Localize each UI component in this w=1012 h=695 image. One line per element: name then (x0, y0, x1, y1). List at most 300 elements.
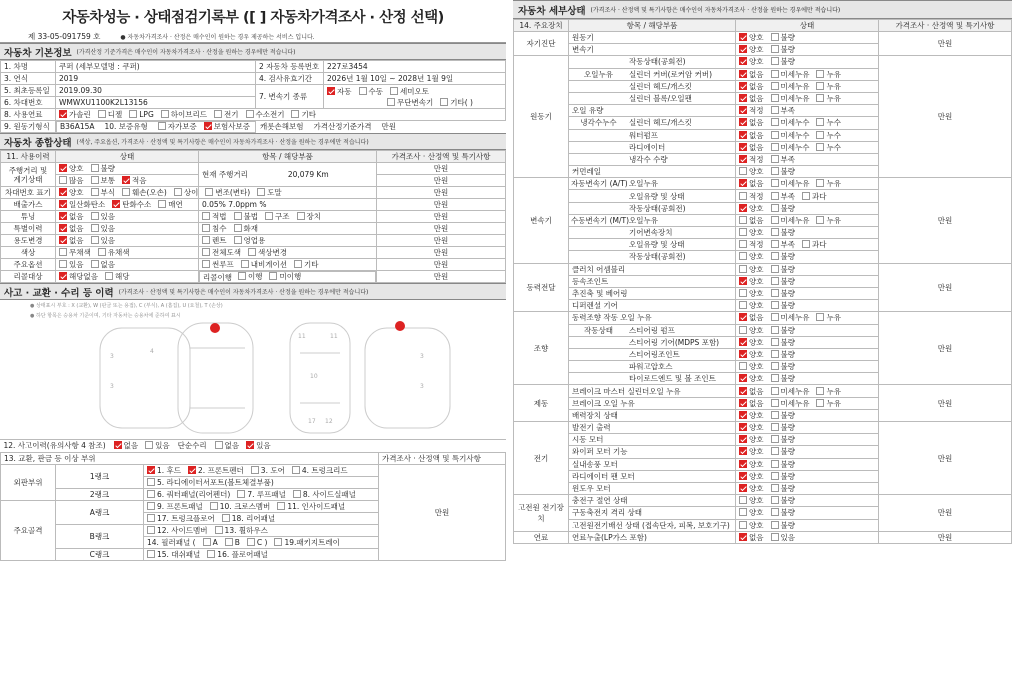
checkbox-icon[interactable] (816, 387, 824, 395)
checkbox-icon[interactable] (771, 192, 779, 200)
checkbox-icon[interactable] (129, 110, 137, 118)
svg-text:11: 11 (298, 333, 306, 340)
checkbox-icon[interactable] (390, 87, 398, 95)
detail-options (739, 483, 875, 494)
checkbox-icon[interactable] (291, 110, 299, 118)
checkbox-icon[interactable] (238, 272, 246, 280)
summary-option: 해당없음 (59, 271, 98, 282)
checkbox-icon[interactable] (816, 313, 824, 321)
checkbox-icon[interactable] (739, 179, 747, 187)
rankB-option: 13. 휠하우스 (215, 525, 268, 536)
checkbox-icon[interactable] (739, 82, 747, 90)
summary-item-option: 색상변경 (248, 247, 287, 258)
checkbox-icon[interactable] (91, 236, 99, 244)
checkbox-icon[interactable] (739, 387, 747, 395)
checkbox-icon[interactable] (771, 399, 779, 407)
checkbox-icon[interactable] (771, 204, 779, 212)
checkbox-icon[interactable] (739, 240, 747, 248)
checkbox-icon[interactable] (771, 338, 779, 346)
detail-option: 양호 (739, 520, 764, 531)
legend-line-1: ● 상태표시 부호 : X (교환), W (판금 또는 용접), C (부식), A (흠집), U (요철), T (손상) (30, 303, 223, 309)
checkbox-icon[interactable] (771, 533, 779, 541)
checkbox-icon[interactable] (91, 224, 99, 232)
checkbox-icon[interactable] (147, 466, 155, 474)
checkbox-icon[interactable] (771, 313, 779, 321)
checkbox-icon[interactable] (816, 118, 824, 126)
checkbox-icon[interactable] (297, 212, 305, 220)
checkbox-icon[interactable] (59, 176, 67, 184)
checkbox-icon[interactable] (771, 131, 779, 139)
detail-row (514, 312, 1012, 324)
checkbox-icon[interactable] (739, 301, 747, 309)
checkbox-icon[interactable] (214, 110, 222, 118)
checkbox-icon[interactable] (204, 122, 212, 130)
checkbox-icon[interactable] (59, 110, 67, 118)
checkbox-icon[interactable] (771, 423, 779, 431)
checkbox-icon[interactable] (147, 490, 155, 498)
detail-item: 윈도우 모터 (572, 484, 611, 494)
checkbox-icon[interactable] (739, 472, 747, 480)
checkbox-icon[interactable] (59, 260, 67, 268)
detail-option: 양호 (739, 483, 764, 494)
detail-part (569, 178, 736, 190)
rank1-option: 3. 도어 (251, 465, 285, 476)
checkbox-icon[interactable] (739, 350, 747, 358)
checkbox-icon[interactable] (59, 236, 67, 244)
checkbox-icon[interactable] (237, 490, 245, 498)
checkbox-icon[interactable] (771, 301, 779, 309)
checkbox-icon[interactable] (739, 521, 747, 529)
detail-options (739, 105, 875, 116)
checkbox-icon[interactable] (739, 131, 747, 139)
rank1-option: 1. 후드 (147, 465, 181, 476)
summary-label: 튜닝 (1, 211, 56, 223)
summary-table (0, 150, 506, 283)
summary-item-text: 0.05% 7.0ppm % (202, 200, 267, 209)
checkbox-icon[interactable] (158, 200, 166, 208)
summary-item (199, 247, 377, 259)
checkbox-icon[interactable] (771, 460, 779, 468)
detail-status (736, 239, 879, 251)
checkbox-icon[interactable] (147, 526, 155, 534)
detail-item: 타이로드엔드 및 볼 조인트 (629, 374, 716, 384)
warranty-option: 자가보증 (158, 121, 197, 132)
summary-item-options (202, 259, 373, 270)
price-cell: 만원 (879, 385, 1012, 422)
detail-option: 미세누유 (771, 215, 810, 226)
checkbox-icon[interactable] (771, 82, 779, 90)
checkbox-icon[interactable] (739, 192, 747, 200)
checkbox-icon[interactable] (122, 188, 130, 196)
checkbox-icon[interactable] (202, 260, 210, 268)
checkbox-icon[interactable] (739, 57, 747, 65)
checkbox-icon[interactable] (771, 350, 779, 358)
checkbox-icon[interactable] (816, 82, 824, 90)
checkbox-icon[interactable] (771, 228, 779, 236)
checkbox-icon[interactable] (269, 272, 277, 280)
checkbox-icon[interactable] (59, 212, 67, 220)
checkbox-icon[interactable] (257, 188, 265, 196)
checkbox-icon[interactable] (112, 200, 120, 208)
checkbox-icon[interactable] (739, 94, 747, 102)
checkbox-icon[interactable] (207, 550, 215, 558)
detail-row (514, 531, 1012, 543)
checkbox-icon[interactable] (771, 33, 779, 41)
checkbox-icon[interactable] (771, 277, 779, 285)
group-label: 외판부위 (1, 464, 56, 500)
checkbox-icon[interactable] (771, 118, 779, 126)
checkbox-icon[interactable] (202, 224, 210, 232)
detail-item: 오일 유량 (572, 106, 604, 116)
detail-option: 부족 (771, 154, 796, 165)
checkbox-icon[interactable] (91, 260, 99, 268)
checkbox-icon[interactable] (739, 508, 747, 516)
checkbox-icon[interactable] (771, 240, 779, 248)
detail-part (569, 348, 736, 360)
rank-row (1, 464, 506, 476)
checkbox-icon[interactable] (771, 106, 779, 114)
checkbox-icon[interactable] (739, 447, 747, 455)
summary-option: 탄화수소 (112, 199, 151, 210)
checkbox-icon[interactable] (771, 496, 779, 504)
checkbox-icon[interactable] (771, 484, 779, 492)
checkbox-icon[interactable] (771, 179, 779, 187)
transmission-option: 세미오토 (390, 86, 429, 97)
detail-option: 양호 (739, 227, 764, 238)
checkbox-icon[interactable] (739, 423, 747, 431)
checkbox-icon[interactable] (210, 502, 218, 510)
checkbox-icon[interactable] (234, 224, 242, 232)
detail-status (736, 227, 879, 239)
checkbox-icon[interactable] (327, 87, 335, 95)
checkbox-icon[interactable] (771, 374, 779, 382)
checkbox-icon[interactable] (739, 228, 747, 236)
checkbox-icon[interactable] (359, 87, 367, 95)
checkbox-icon[interactable] (816, 70, 824, 78)
detail-option: 없음 (739, 398, 764, 409)
detail-title: 자동차 세부상태 (518, 5, 586, 17)
detail-item: 브레이크 마스터 실린더오일 누유 (572, 386, 681, 396)
checkbox-icon[interactable] (202, 248, 210, 256)
summary-item-option: 화재 (234, 223, 259, 234)
detail-option: 양호 (739, 495, 764, 506)
rankC-options (147, 549, 375, 560)
checkbox-icon[interactable] (265, 212, 273, 220)
detail-status (736, 531, 879, 543)
checkbox-icon[interactable] (816, 399, 824, 407)
detail-item: 디퍼렌셜 기어 (572, 301, 618, 311)
transmission-value (324, 85, 506, 109)
doc-number: 제 33-05-091759 호 (28, 31, 101, 41)
detail-option: 양호 (739, 32, 764, 43)
checkbox-icon[interactable] (215, 441, 223, 449)
checkbox-icon[interactable] (294, 260, 302, 268)
checkbox-icon[interactable] (771, 57, 779, 65)
checkbox-icon[interactable] (161, 110, 169, 118)
checkbox-icon[interactable] (59, 248, 67, 256)
detail-item: 발전기 출력 (572, 423, 611, 433)
checkbox-icon[interactable] (105, 272, 113, 280)
detail-item: 기어변속장치 (629, 228, 673, 238)
checkbox-icon[interactable] (202, 236, 210, 244)
detail-part (569, 507, 736, 519)
checkbox-icon[interactable] (147, 550, 155, 558)
checkbox-icon[interactable] (771, 94, 779, 102)
basic-label: 4. 검사유효기간 (256, 73, 324, 85)
detail-option: 부족 (771, 239, 796, 250)
detail-sub-label: 오일누유 (584, 69, 613, 79)
summary-row (1, 187, 506, 199)
checkbox-icon[interactable] (274, 538, 282, 546)
detail-options (739, 44, 875, 55)
rankA-options (147, 501, 375, 512)
checkbox-icon[interactable] (739, 70, 747, 78)
checkbox-icon[interactable] (739, 338, 747, 346)
checkbox-icon[interactable] (802, 240, 810, 248)
checkbox-icon[interactable] (739, 460, 747, 468)
checkbox-icon[interactable] (440, 98, 448, 106)
svg-text:3: 3 (420, 353, 424, 360)
checkbox-icon[interactable] (816, 179, 824, 187)
price-cell: 만원 (377, 223, 506, 235)
checkbox-icon[interactable] (91, 164, 99, 172)
summary-item-option: 전체도색 (202, 247, 241, 258)
checkbox-icon[interactable] (739, 313, 747, 321)
summary-option: 훼손(오손) (122, 187, 167, 198)
checkbox-icon[interactable] (739, 484, 747, 492)
detail-option: 양호 (739, 325, 764, 336)
checkbox-icon[interactable] (91, 176, 99, 184)
detail-group: 제동 (514, 385, 569, 422)
checkbox-icon[interactable] (387, 98, 395, 106)
detail-item: 실린더 헤드/개스킷 (629, 118, 692, 128)
detail-item: 작동상태(공회전) (629, 252, 686, 262)
checkbox-icon[interactable] (215, 526, 223, 534)
checkbox-icon[interactable] (771, 435, 779, 443)
detail-option: 미세누유 (771, 81, 810, 92)
detail-item: 실린더 커버(로커암 커버) (629, 69, 713, 79)
rank1-option: 5. 라디에이터서포트(볼트체결부품) (147, 477, 274, 488)
detail-option: 없음 (739, 386, 764, 397)
checkbox-icon[interactable] (771, 472, 779, 480)
checkbox-icon[interactable] (241, 260, 249, 268)
checkbox-icon[interactable] (739, 435, 747, 443)
checkbox-icon[interactable] (234, 212, 242, 220)
checkbox-icon[interactable] (771, 45, 779, 53)
accident-table (0, 440, 506, 561)
summary-options (59, 271, 195, 282)
accident-13-label: 13. 교환, 판금 등 이상 부위 (1, 452, 379, 464)
checkbox-icon[interactable] (98, 248, 106, 256)
detail-item: 라디에이터 (629, 142, 666, 152)
detail-sub-label: 작동상태 (584, 325, 613, 335)
checkbox-icon[interactable] (771, 508, 779, 516)
detail-option: 양호 (739, 422, 764, 433)
checkbox-icon[interactable] (739, 362, 747, 370)
checkbox-icon[interactable] (816, 94, 824, 102)
checkbox-icon[interactable] (246, 110, 254, 118)
checkbox-icon[interactable] (739, 118, 747, 126)
checkbox-icon[interactable] (739, 374, 747, 382)
detail-option: 누유 (816, 69, 841, 80)
checkbox-icon[interactable] (222, 514, 230, 522)
checkbox-icon[interactable] (205, 188, 213, 196)
detail-status (736, 32, 879, 44)
checkbox-icon[interactable] (59, 272, 67, 280)
summary-item-option: 구조 (265, 211, 290, 222)
checkbox-icon[interactable] (739, 45, 747, 53)
checkbox-icon[interactable] (739, 216, 747, 224)
summary-options (59, 187, 282, 198)
checkbox-icon[interactable] (246, 441, 254, 449)
checkbox-icon[interactable] (771, 411, 779, 419)
checkbox-icon[interactable] (59, 224, 67, 232)
detail-status (736, 178, 879, 190)
detail-options (739, 507, 875, 518)
checkbox-icon[interactable] (234, 236, 242, 244)
checkbox-icon[interactable] (114, 441, 122, 449)
detail-status (736, 519, 879, 531)
checkbox-icon[interactable] (202, 212, 210, 220)
basic-row (1, 85, 506, 97)
summary-row (1, 259, 506, 271)
checkbox-icon[interactable] (225, 538, 233, 546)
rank2-option: 6. 쿼터패널(리어펜더) (147, 489, 230, 500)
engine-row (1, 121, 506, 133)
transmission-options (387, 97, 502, 108)
checkbox-icon[interactable] (91, 212, 99, 220)
checkbox-icon[interactable] (98, 110, 106, 118)
detail-item: 배력장치 상태 (572, 410, 618, 420)
accident-options (114, 440, 170, 451)
checkbox-icon[interactable] (739, 204, 747, 212)
checkbox-icon[interactable] (771, 70, 779, 78)
checkbox-icon[interactable] (816, 131, 824, 139)
detail-option: 불량 (771, 300, 796, 311)
checkbox-icon[interactable] (771, 326, 779, 334)
checkbox-icon[interactable] (739, 277, 747, 285)
checkbox-icon[interactable] (158, 122, 166, 130)
checkbox-icon[interactable] (145, 441, 153, 449)
detail-options (739, 203, 875, 214)
checkbox-icon[interactable] (739, 496, 747, 504)
checkbox-icon[interactable] (91, 188, 99, 196)
detail-option: 불량 (771, 32, 796, 43)
checkbox-icon[interactable] (147, 502, 155, 510)
checkbox-icon[interactable] (771, 167, 779, 175)
rank2-option: 8. 사이드실패널 (293, 489, 356, 500)
checkbox-icon[interactable] (771, 521, 779, 529)
checkbox-icon[interactable] (122, 176, 130, 184)
checkbox-icon[interactable] (247, 538, 255, 546)
checkbox-icon[interactable] (771, 155, 779, 163)
checkbox-icon[interactable] (771, 143, 779, 151)
checkbox-icon[interactable] (248, 248, 256, 256)
mileage-level (56, 175, 199, 187)
detail-option: 양호 (739, 507, 764, 518)
detail-option: 양호 (739, 349, 764, 360)
checkbox-icon[interactable] (59, 200, 67, 208)
summary-option: 있음 (91, 235, 116, 246)
detail-part (569, 251, 736, 263)
detail-option: 누유 (816, 215, 841, 226)
checkbox-icon[interactable] (739, 167, 747, 175)
checkbox-icon[interactable] (739, 33, 747, 41)
checkbox-icon[interactable] (147, 478, 155, 486)
checkbox-icon[interactable] (292, 466, 300, 474)
engine-value: B36A15A (60, 122, 95, 132)
summary-row (1, 271, 506, 283)
checkbox-icon[interactable] (251, 466, 259, 474)
detail-status (736, 446, 879, 458)
checkbox-icon[interactable] (174, 188, 182, 196)
basic-row (1, 73, 506, 85)
checkbox-icon[interactable] (802, 192, 810, 200)
warranty-company: 캐롯손해보험 (260, 122, 304, 132)
summary-title: 자동차 종합상태 (4, 137, 72, 149)
detail-options (739, 532, 875, 543)
checkbox-icon[interactable] (739, 155, 747, 163)
checkbox-icon[interactable] (59, 164, 67, 172)
checkbox-icon[interactable] (771, 447, 779, 455)
detail-part (569, 117, 736, 129)
checkbox-icon[interactable] (739, 106, 747, 114)
checkbox-icon[interactable] (277, 502, 285, 510)
detail-part (569, 153, 736, 165)
checkbox-icon[interactable] (816, 216, 824, 224)
checkbox-icon[interactable] (739, 326, 747, 334)
price-cell: 만원 (377, 199, 506, 211)
checkbox-icon[interactable] (739, 265, 747, 273)
checkbox-icon[interactable] (771, 362, 779, 370)
detail-option: 없음 (739, 215, 764, 226)
rank-label: A랭크 (56, 500, 144, 524)
price-cell: 만원 (377, 187, 506, 199)
summary-option: 있음 (91, 223, 116, 234)
checkbox-icon[interactable] (203, 538, 211, 546)
detail-options (739, 215, 875, 226)
detail-option: 불량 (771, 325, 796, 336)
detail-group: 원동기 (514, 56, 569, 178)
checkbox-icon[interactable] (59, 188, 67, 196)
checkbox-icon[interactable] (293, 490, 301, 498)
detail-part (569, 422, 736, 434)
checkbox-icon[interactable] (739, 533, 747, 541)
detail-options (739, 300, 875, 311)
checkbox-icon[interactable] (739, 252, 747, 260)
rank-parts (144, 524, 379, 536)
checkbox-icon[interactable] (739, 399, 747, 407)
checkbox-icon[interactable] (147, 514, 155, 522)
checkbox-icon[interactable] (771, 387, 779, 395)
checkbox-icon[interactable] (771, 216, 779, 224)
checkbox-icon[interactable] (739, 289, 747, 297)
detail-options (739, 398, 875, 409)
checkbox-icon[interactable] (739, 411, 747, 419)
detail-option: 불량 (771, 227, 796, 238)
checkbox-icon[interactable] (771, 265, 779, 273)
basic-info-header (0, 43, 506, 60)
checkbox-icon[interactable] (771, 252, 779, 260)
checkbox-icon[interactable] (188, 466, 196, 474)
rank1-option: 2. 프론트펜더 (188, 465, 244, 476)
checkbox-icon[interactable] (771, 289, 779, 297)
detail-options (739, 520, 875, 531)
summary-row (1, 211, 506, 223)
checkbox-icon[interactable] (816, 143, 824, 151)
checkbox-icon[interactable] (739, 143, 747, 151)
simple-repair-option: 있음 (246, 440, 271, 451)
